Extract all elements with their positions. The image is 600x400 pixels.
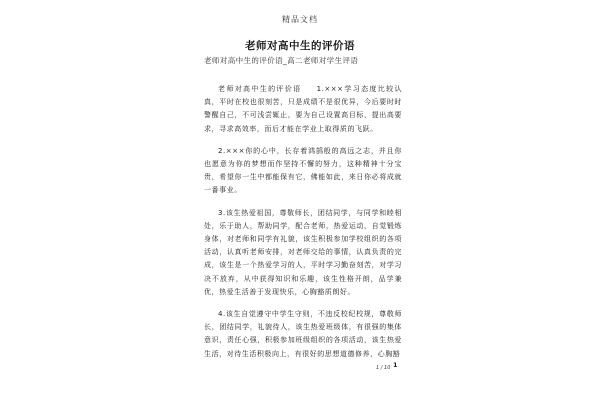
paragraph-1: [204, 83, 402, 136]
document-title: 老师对高中生的评价语: [245, 40, 355, 52]
document-body: [204, 83, 402, 370]
corner-page-mark: 1: [393, 361, 398, 369]
paragraph-intro-label: 老师对高中生的评价语: [218, 85, 302, 93]
paragraph-4: [204, 308, 402, 361]
page-number: 1 / 10: [376, 365, 391, 371]
document-header-label: 精品文档: [282, 15, 318, 24]
paragraph-3: [204, 207, 402, 299]
paragraph-text: 1.×××学习态度比较认真，平时在校也很刻苦，只是成绩不是很优异，今后要时时警醒自己，不可浅尝辄止，要为自己设置高目标，提出高要求，寻求高效率，而后才能在学业上取得质的飞跃。: [204, 85, 403, 133]
paragraph-text: 3.该生热爱祖国，尊敬师长，团结同学，与同学和睦相处，乐于助人，帮助同学，配合老师，热爱运动，自觉锻炼身体，对老师和同学有礼貌，该生积极参加学校组织的各项活动，认真听老师安排，对老师交给的事情，认真负责的完成，该生是一个热爱学习的人，平时学习勤奋刻苦，对学习决不放弃，从中获得知识和乐趣，该生性格开朗，品学兼优，热爱生活善于发现快乐，心胸豁质朗好。: [204, 208, 402, 296]
paragraph-2: [204, 145, 402, 198]
paragraph-text: 2.×××你的心中，长存着鸿鹄般的高远之志，并且你也愿意为你的梦想而作坚持不懈的努力，这种精神十分宝贵，希望你一生中都能保有它，佛能如此，来日你必将成就一番事业。: [204, 146, 402, 195]
paragraph-text: 4.该生自觉遵守中学生守则，不违反校纪校规，尊敬师长，团结同学，礼貌待人，该生热爱班级体，有很强的集体意识，责任心强，积极参加班级组织的各项活动，该生热爱生活，对待生活积极向上，有很好的思想道德修养，心胸豁: [204, 310, 402, 358]
document-subtitle: 老师对高中生的评价语_高二老师对学生评语: [204, 56, 359, 65]
